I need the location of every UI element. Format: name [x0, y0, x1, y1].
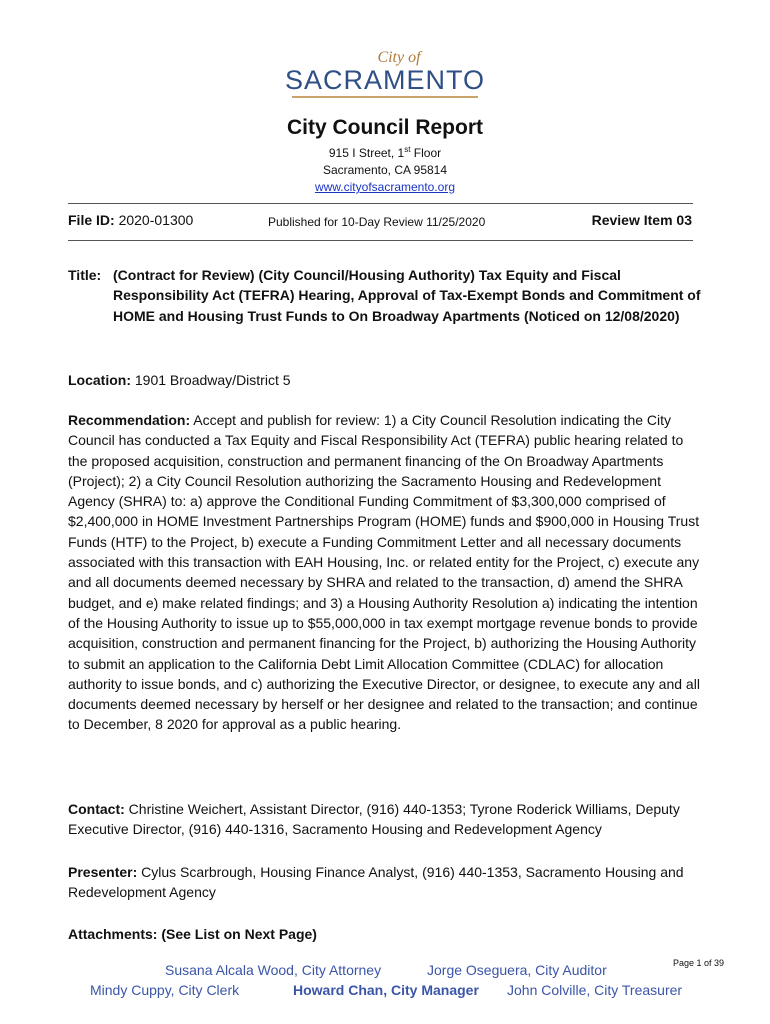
page-number: Page 1 of 39: [672, 958, 724, 968]
contact-text: Christine Weichert, Assistant Director, (916) 440-1353; Tyrone Roderick Williams, Deputy Executive Director, (916) 440-1316, Sacramento Housing and Redevelopment Agency: [68, 801, 680, 838]
file-id: [68, 212, 193, 228]
presenter-text: Cylus Scarbrough, Housing Finance Analyst, (916) 440-1353, Sacramento Housing and Redevelopment Agency: [68, 864, 684, 901]
presenter-section: [68, 862, 700, 903]
footer-treasurer: John Colville, City Treasurer: [507, 982, 683, 998]
footer-clerk: Mindy Cuppy, City Clerk: [90, 982, 240, 998]
page-title: City Council Report: [286, 116, 483, 139]
presenter-label: Presenter:: [68, 864, 138, 880]
attachments-note: Attachments: (See List on Next Page): [68, 926, 317, 942]
location-text: 1901 Broadway/District 5: [134, 372, 291, 388]
footer-auditor: Jorge Oseguera, City Auditor: [427, 962, 607, 978]
recommendation-text: Accept and publish for review: 1) a City Council Resolution indicating the City Council has conducted a Tax Equity and Fiscal Responsibility Act (TEFRA) public hearing related to the proposed acquisition, construction and permanent financing of the On Broadway Apartments (Project); 2) a City Council Resolution authorizing the Sacramento Housing and Redevelopment Agency (SHRA) to: a) approve the Conditional Funding Commitment of $3,300,000 comprised of $2,400,000 in HOME Investment Partnerships Program (HOME) funds and $900,000 in Housing Trust Funds (HTF) to the Project, b) execute a Funding Commitment Letter and all necessary documents associated with this transaction with EAH Housing, Inc. or related entity for the Project, c) execute any and all documents deemed necessary by SHRA and related to the transaction, d) amend the SHRA budget, and e) make related findings; and 3) a Housing Authority Resolution a) indicating the intention of the Housing Authority to issue up to $55,000,000 in tax exempt mortgage revenue bonds to provide acquisition, construction and permanent financing for the Project, b) authorizing the Housing Authority to submit an application to the California Debt Limit Allocation Committee (CDLAC) for allocation authority to issue bonds, and c) authorizing the Executive Director, or designee, to execute any and all documents deemed necessary by herself or her designee and related to the transaction; and continue to December, 8 2020 for approval as a public hearing.: [68, 412, 700, 733]
city-logo: [0, 50, 770, 98]
address-line-1: 915 I Street, 1st Floor: [328, 145, 442, 160]
logo-sacramento: SACRAMENTO: [284, 65, 486, 95]
divider-bottom: [68, 240, 693, 241]
title-label: Title:: [68, 267, 102, 283]
review-item: Review Item 03: [591, 212, 692, 228]
footer-attorney: Susana Alcala Wood, City Attorney: [165, 962, 382, 978]
footer-manager: Howard Chan, City Manager: [293, 982, 479, 998]
logo-underline: [292, 96, 478, 98]
location-section: [68, 370, 700, 390]
contact-section: [68, 799, 700, 840]
file-id-value: 2020-01300: [118, 212, 194, 228]
divider-top: [68, 203, 693, 204]
published-date: Published for 10-Day Review 11/25/2020: [268, 215, 486, 229]
contact-label: Contact:: [68, 801, 125, 817]
website-link[interactable]: www.cityofsacramento.org: [314, 180, 456, 194]
recommendation-section: [68, 410, 700, 735]
logo-city-of: City of: [377, 49, 421, 66]
title-text: (Contract for Review) (City Council/Housing Authority) Tax Equity and Fiscal Responsibility Act (TEFRA) Hearing, Approval of Tax-Exempt Bonds and Commitment of HOME and Housing Trust Funds to On Broadway Apartments (Noticed on 12/08/2020): [113, 267, 701, 324]
address-line-2: Sacramento, CA 95814: [322, 163, 448, 177]
file-id-label: File ID:: [68, 212, 115, 228]
location-label: Location:: [68, 372, 131, 388]
recommendation-label: Recommendation:: [68, 412, 191, 428]
